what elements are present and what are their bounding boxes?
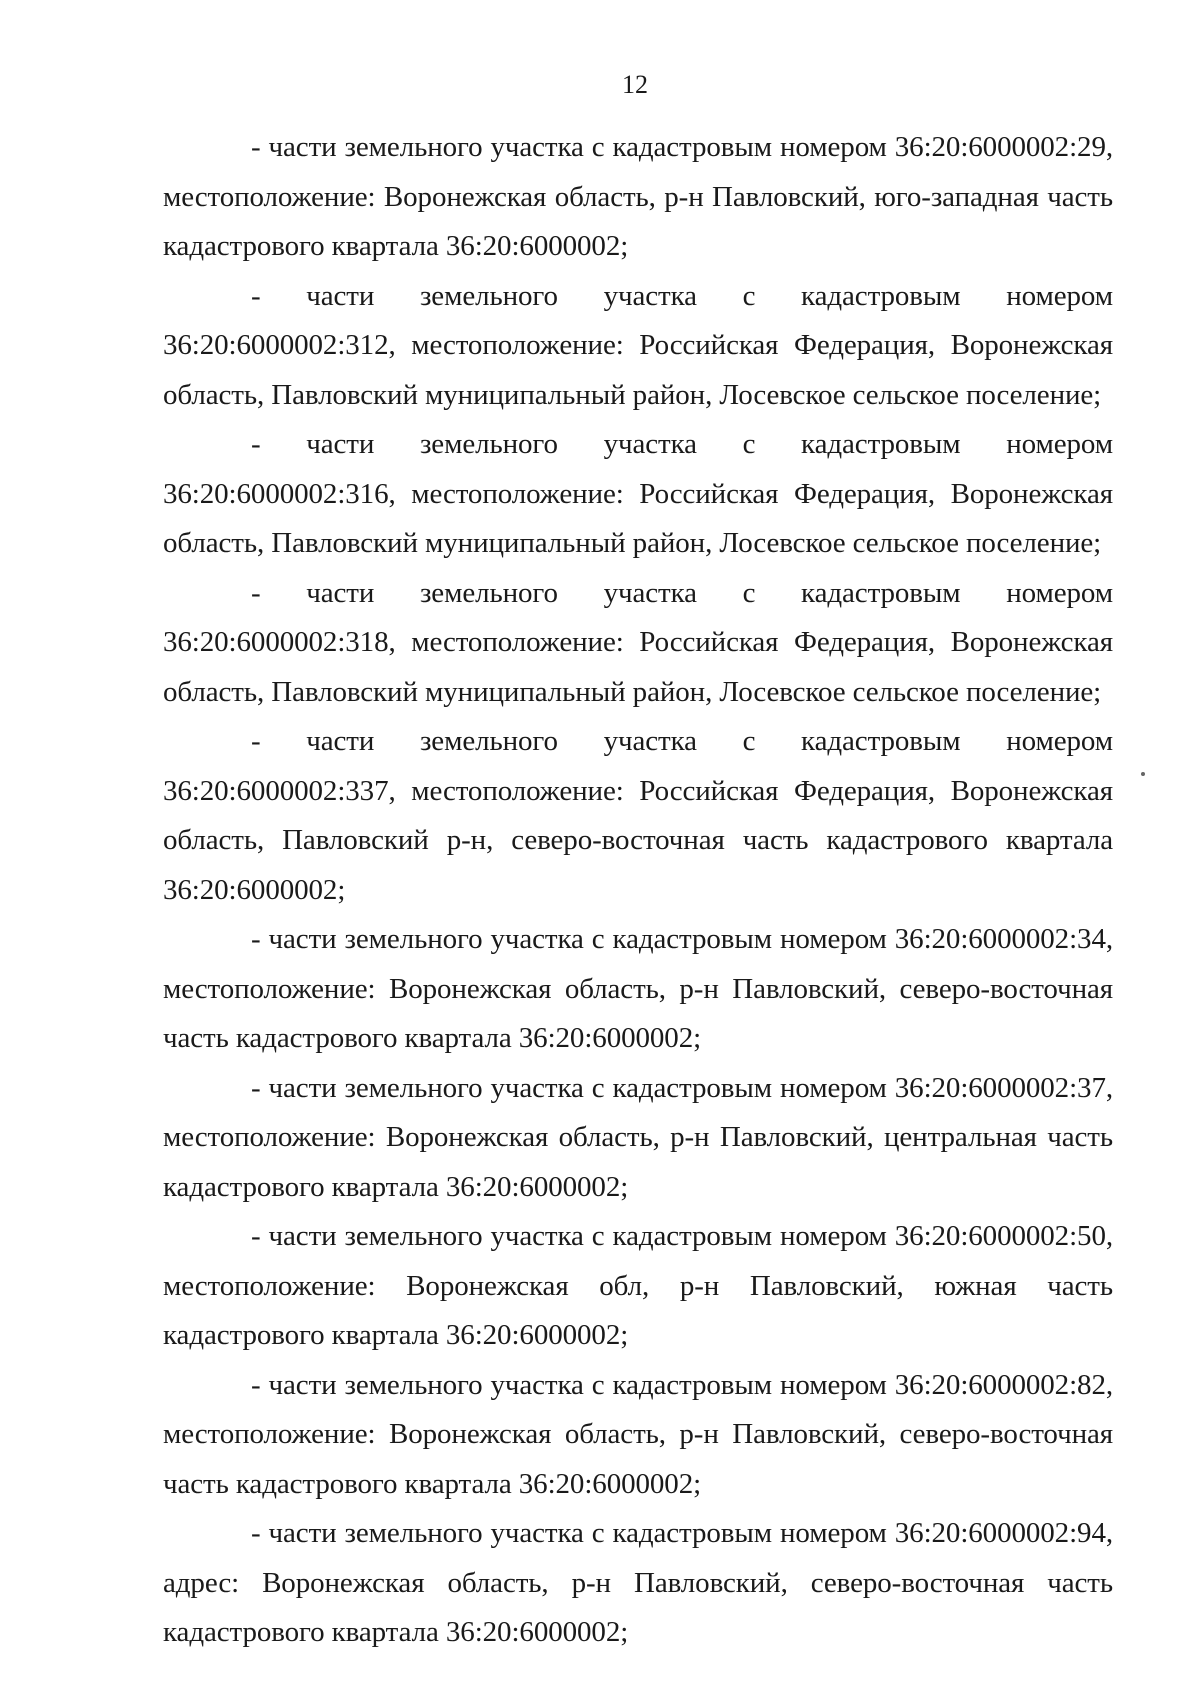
list-item-paragraph: - части земельного участка с кадастровым номером 36:20:6000002:312, местоположение: Российская Федерация, Воронежская область, Павловский муниципальный район, Лосевское сельское поселение;: [163, 279, 1113, 411]
list-item-paragraph: - части земельного участка с кадастровым номером 36:20:6000002:50, местоположение: Воронежская обл, р-н Павловский, южная часть кадастрового квартала 36:20:6000002;: [163, 1220, 1113, 1351]
list-item-paragraph: - части земельного участка с кадастровым номером 36:20:6000002:82, местоположение: Воронежская область, р-н Павловский, северо-восточная часть кадастрового квартала 36:20:6000002;: [163, 1368, 1113, 1500]
scan-speck: [1141, 772, 1145, 776]
list-item-paragraph: - части земельного участка с кадастровым номером 36:20:6000002:318, местоположение: Российская Федерация, Воронежская область, Павловский муниципальный район, Лосевское сельское поселение;: [163, 576, 1113, 708]
list-item-paragraph: - части земельного участка с кадастровым номером 36:20:6000002:94, адрес: Воронежская область, р-н Павловский, северо-восточная часть кадастрового квартала 36:20:6000002;: [163, 1517, 1113, 1648]
list-item-paragraph: - части земельного участка с кадастровым номером 36:20:6000002:37, местоположение: Воронежская область, р-н Павловский, центральная часть кадастрового квартала 36:20:6000002;: [163, 1071, 1113, 1203]
list-item-paragraph: - части земельного участка с кадастровым номером 36:20:6000002:34, местоположение: Воронежская область, р-н Павловский, северо-восточная часть кадастрового квартала 36:20:6000002;: [163, 923, 1113, 1054]
document-body: [163, 123, 1113, 1658]
list-item-paragraph: - части земельного участка с кадастровым номером 36:20:6000002:29, местоположение: Воронежская область, р-н Павловский, юго-западная часть кадастрового квартала 36:20:6000002;: [163, 131, 1113, 262]
list-item-paragraph: - части земельного участка с кадастровым номером 36:20:6000002:316, местоположение: Российская Федерация, Воронежская область, Павловский муниципальный район, Лосевское сельское поселение;: [163, 428, 1113, 559]
page-number: 12: [622, 70, 648, 99]
list-item-paragraph: - части земельного участка с кадастровым номером 36:20:6000002:337, местоположение: Российская Федерация, Воронежская область, Павловский р-н, северо-восточная часть кадастрового квартала 36:20:6000002;: [163, 725, 1113, 906]
